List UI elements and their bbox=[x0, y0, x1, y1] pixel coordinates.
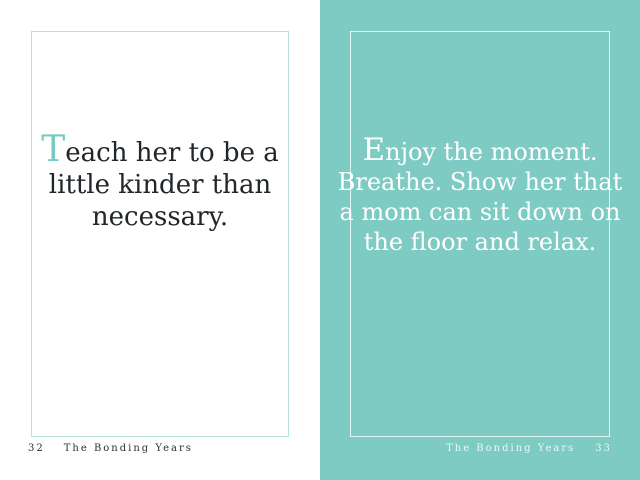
left-quote bbox=[0, 129, 320, 233]
right-quote bbox=[320, 132, 640, 257]
right-book-title: The Bonding Years bbox=[446, 443, 576, 454]
right-quote-line-2: Breathe. Show her that bbox=[337, 168, 623, 196]
left-quote-line-1-text: each her to be a bbox=[65, 138, 279, 168]
left-page-footer bbox=[28, 443, 193, 454]
right-quote-line-3: a mom can sit down on bbox=[339, 198, 621, 226]
left-book-title: The Bonding Years bbox=[63, 443, 193, 454]
right-quote-dropcap: E bbox=[362, 132, 386, 168]
right-page-footer bbox=[446, 443, 612, 454]
right-page bbox=[320, 0, 640, 480]
right-page-number: 33 bbox=[595, 443, 612, 454]
left-quote-line-1 bbox=[0, 129, 320, 170]
left-page-frame bbox=[31, 31, 289, 437]
right-quote-line-1 bbox=[320, 132, 640, 168]
left-quote-dropcap: T bbox=[41, 129, 66, 170]
right-quote-line-1-text: njoy the moment. bbox=[385, 138, 598, 166]
left-page-number: 32 bbox=[28, 443, 45, 454]
left-quote-line-3: necessary. bbox=[91, 202, 229, 232]
left-quote-line-2: little kinder than bbox=[48, 170, 272, 200]
right-quote-line-4: the floor and relax. bbox=[363, 228, 597, 256]
